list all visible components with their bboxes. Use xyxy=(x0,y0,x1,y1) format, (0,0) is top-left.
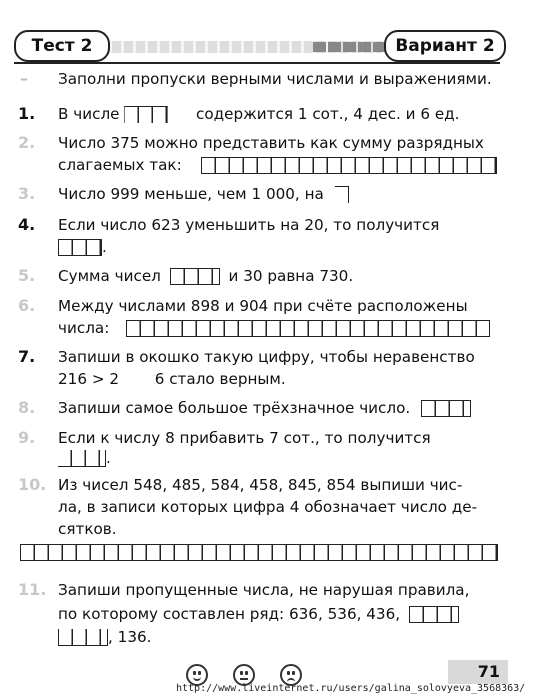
answer-box[interactable] xyxy=(126,320,490,337)
task-text: ла, в записи которых цифра 4 обозначает число де- xyxy=(58,498,478,516)
task-number: 6. xyxy=(18,296,36,315)
task-text: Между числами 898 и 904 при счёте расположены xyxy=(58,297,468,315)
task-3-line xyxy=(58,184,349,204)
task-text: по которому составлен ряд: 636, 536, 436, xyxy=(58,605,401,623)
task-text: Число 999 меньше, чем 1 000, на xyxy=(58,185,324,203)
task-text: Число 375 можно представить как сумму разрядных xyxy=(58,134,484,152)
task-text: сятков. xyxy=(58,520,117,538)
answer-box[interactable] xyxy=(409,606,459,623)
header-rule xyxy=(14,62,500,64)
test-label: Тест 2 xyxy=(14,30,110,62)
task-text: и 30 равна 730. xyxy=(228,267,354,285)
task-text: числа: xyxy=(58,319,110,337)
task-number: 2. xyxy=(18,133,36,152)
task-text: . xyxy=(106,449,111,467)
answer-box[interactable] xyxy=(58,239,102,256)
answer-box[interactable] xyxy=(170,268,220,285)
task-number: 9. xyxy=(18,428,36,447)
task-11-line-2 xyxy=(58,604,459,624)
task-text: Из чисел 548, 485, 584, 458, 845, 854 выпиши чис- xyxy=(58,476,463,494)
task-text: Если число 623 уменьшить на 20, то получится xyxy=(58,216,440,234)
task-text: 216 > 2 xyxy=(58,370,120,388)
task-text: содержится 1 сот., 4 дес. и 6 ед. xyxy=(195,105,460,123)
header-blocks xyxy=(313,42,386,52)
task-text: слагаемых так: xyxy=(58,156,182,174)
task-number: 7. xyxy=(18,347,36,366)
task-number: 4. xyxy=(18,215,36,234)
task-text: В числе xyxy=(58,105,120,123)
answer-box[interactable] xyxy=(124,106,168,123)
task-number: 1. xyxy=(18,104,36,123)
source-url: http://www.liveinternet.ru/users/galina_solovyeva_3568363/ xyxy=(176,683,526,694)
task-number: 5. xyxy=(18,266,36,285)
task-9-line-2 xyxy=(58,448,111,468)
task-text: Запиши в окошко такую цифру, чтобы неравенство xyxy=(58,348,475,366)
task-4-line-2 xyxy=(58,237,107,257)
task-text: 6 стало верным. xyxy=(154,370,286,388)
task-5-line xyxy=(58,266,353,286)
task-text: Запиши пропущенные числа, не нарушая правила, xyxy=(58,581,470,599)
task-number: 11. xyxy=(18,580,47,599)
task-8-line xyxy=(58,398,471,418)
task-1-line xyxy=(58,104,460,124)
task-text: Если к числу 8 прибавить 7 сот., то получится xyxy=(58,429,431,447)
task-text: , 136. xyxy=(108,628,152,646)
instruction-text: Заполни пропуски верными числами и выражениями. xyxy=(58,70,492,88)
task-6-line-2 xyxy=(58,318,490,338)
answer-box[interactable] xyxy=(335,186,349,203)
task-text: Сумма чисел xyxy=(58,267,161,285)
instruction-marker: – xyxy=(20,69,28,88)
answer-box[interactable] xyxy=(421,400,471,417)
task-11-line-3 xyxy=(58,627,151,647)
task-text: Запиши самое большое трёхзначное число. xyxy=(58,399,411,417)
task-2-line-2 xyxy=(58,155,497,175)
task-number: 8. xyxy=(18,398,36,417)
task-number: 3. xyxy=(18,184,36,203)
page-number: 71 xyxy=(448,660,508,684)
task-number: 10. xyxy=(18,475,47,494)
variant-label: Вариант 2 xyxy=(384,30,506,62)
task-text: . xyxy=(102,238,107,256)
answer-box[interactable] xyxy=(201,157,497,174)
answer-box[interactable] xyxy=(20,544,498,561)
answer-box[interactable] xyxy=(58,629,108,646)
task-7-line-2 xyxy=(58,369,286,389)
answer-box[interactable] xyxy=(58,450,106,467)
